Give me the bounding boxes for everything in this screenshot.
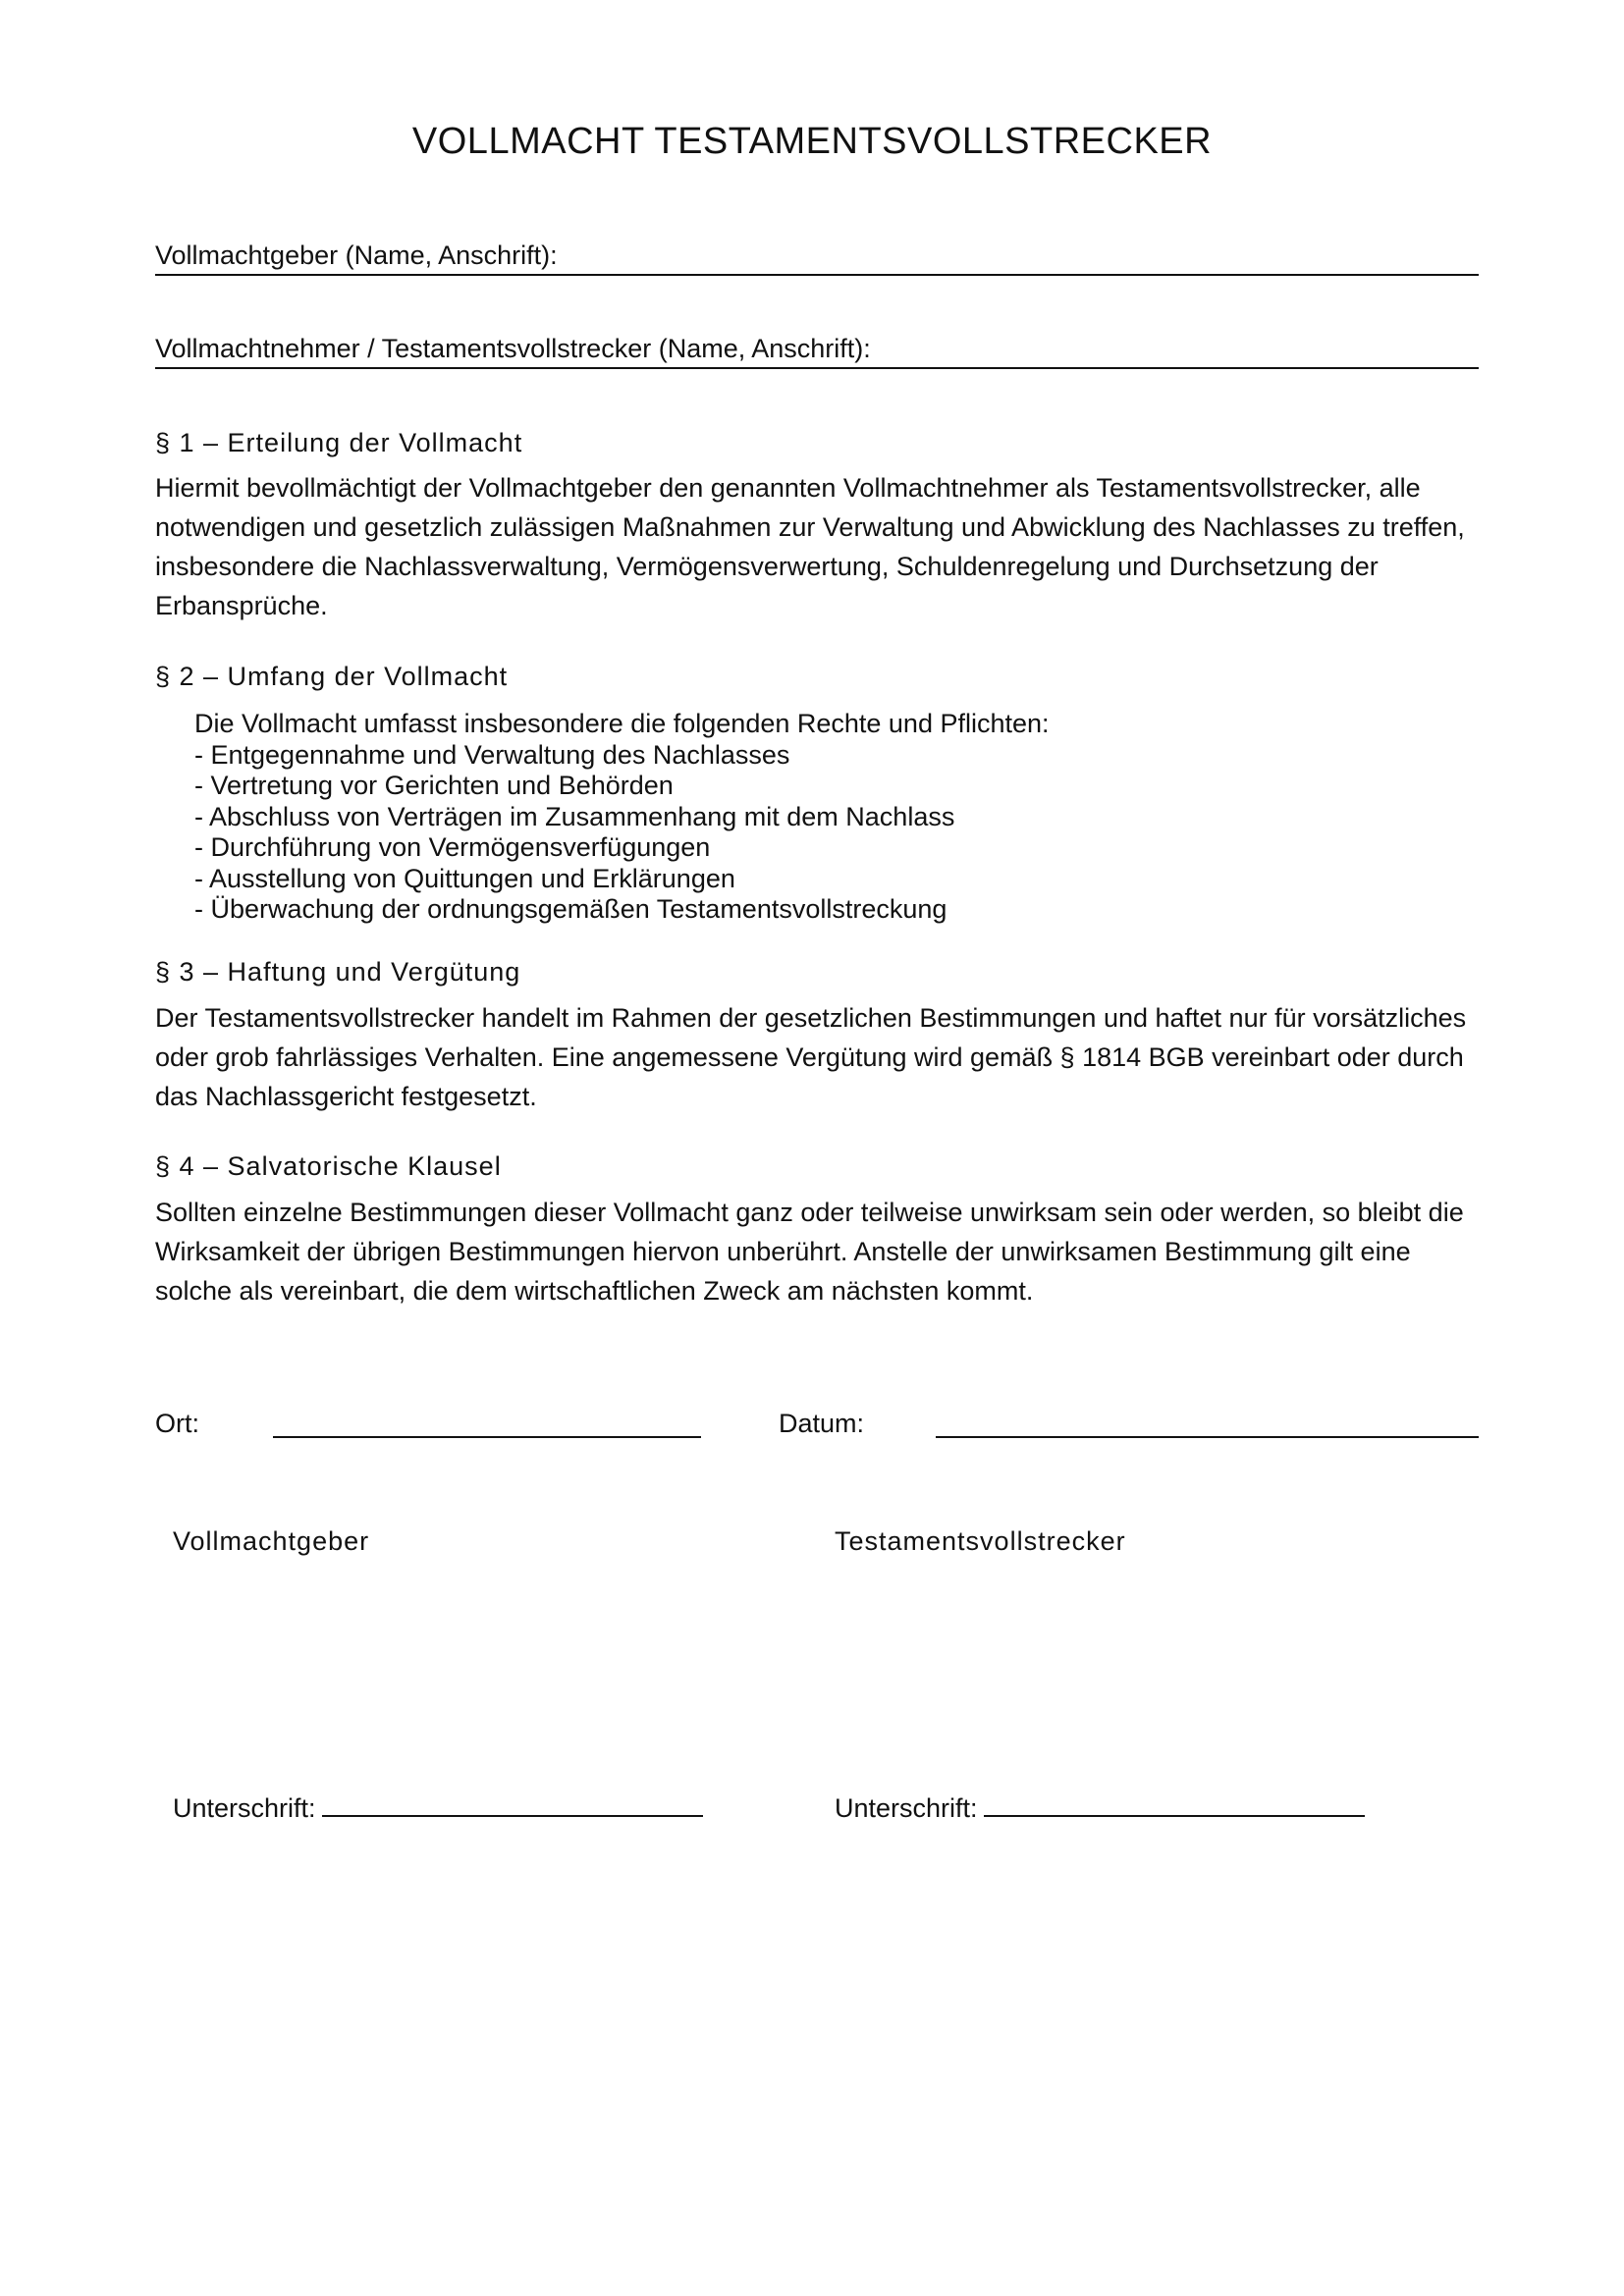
list-item: - Ausstellung von Quittungen und Erklärungen [194, 863, 735, 893]
section-2-heading: § 2 – Umfang der Vollmacht [155, 662, 509, 691]
section-2-intro: Die Vollmacht umfasst insbesondere die folgenden Rechte und Pflichten: [194, 709, 1050, 738]
list-item: - Entgegennahme und Verwaltung des Nachlasses [194, 739, 790, 770]
date-field[interactable] [936, 1436, 1479, 1438]
grantor-signature-role: Vollmachtgeber [173, 1526, 370, 1556]
section-1-text: Hiermit bevollmächtigt der Vollmachtgeber den genannten Vollmachtnehmer als Testamentsvollstrecker, alle notwendigen und gesetzlich zulässigen Maßnahmen zur Verwaltung und Abwicklung des Nachlasses zu treffen, insbesondere die Nachlassverwaltung, Vermögensverwertung, Schuldenregelung und Durchsetzung der Erbansprüche. [155, 473, 1465, 620]
executor-signature-field[interactable] [835, 1789, 1365, 1825]
executor-signature-role: Testamentsvollstrecker [835, 1526, 1126, 1556]
place-label: Ort: [155, 1409, 199, 1438]
list-item: - Vertretung vor Gerichten und Behörden [194, 771, 674, 800]
executor-signature-line[interactable] [984, 1789, 1365, 1817]
grantor-field[interactable] [155, 239, 1479, 276]
section-2-list [194, 709, 1471, 926]
grantor-signature-line[interactable] [322, 1789, 703, 1817]
executor-signature-label: Unterschrift: [835, 1793, 978, 1823]
grantor-signature-field[interactable] [173, 1789, 703, 1825]
list-item: - Durchführung von Vermögensverfügungen [194, 832, 711, 862]
place-field[interactable] [273, 1436, 701, 1438]
section-3-heading: § 3 – Haftung und Vergütung [155, 957, 521, 987]
section-4-text: Sollten einzelne Bestimmungen dieser Vollmacht ganz oder teilweise unwirksam sein oder werden, so bleibt die Wirksamkeit der übrigen Bestimmungen hiervon unberührt. Anstelle der unwirksamen Bestimmung gilt eine solche als vereinbart, die dem wirtschaftlichen Zweck am nächsten kommt. [155, 1198, 1464, 1306]
grantor-signature-label: Unterschrift: [173, 1793, 316, 1823]
document-title: VOLLMACHT TESTAMENTSVOLLSTRECKER [411, 121, 1213, 162]
list-item: - Überwachung der ordnungsgemäßen Testamentsvollstreckung [194, 894, 947, 924]
grantor-label: Vollmachtgeber (Name, Anschrift): [155, 240, 558, 270]
list-item: - Abschluss von Verträgen im Zusammenhang mit dem Nachlass [194, 801, 955, 831]
grantee-field[interactable] [155, 332, 1479, 369]
grantee-label: Vollmachtnehmer / Testamentsvollstrecker (Name, Anschrift): [155, 334, 871, 363]
section-4-heading: § 4 – Salvatorische Klausel [155, 1151, 502, 1181]
section-1-heading: § 1 – Erteilung der Vollmacht [155, 428, 523, 457]
date-label: Datum: [779, 1409, 865, 1438]
section-3-text: Der Testamentsvollstrecker handelt im Rahmen der gesetzlichen Bestimmungen und haftet nur für vorsätzliches oder grob fahrlässiges Verhalten. Eine angemessene Vergütung wird gemäß § 1814 BGB vereinbart oder durch das Nachlassgericht festgesetzt. [155, 1003, 1467, 1111]
